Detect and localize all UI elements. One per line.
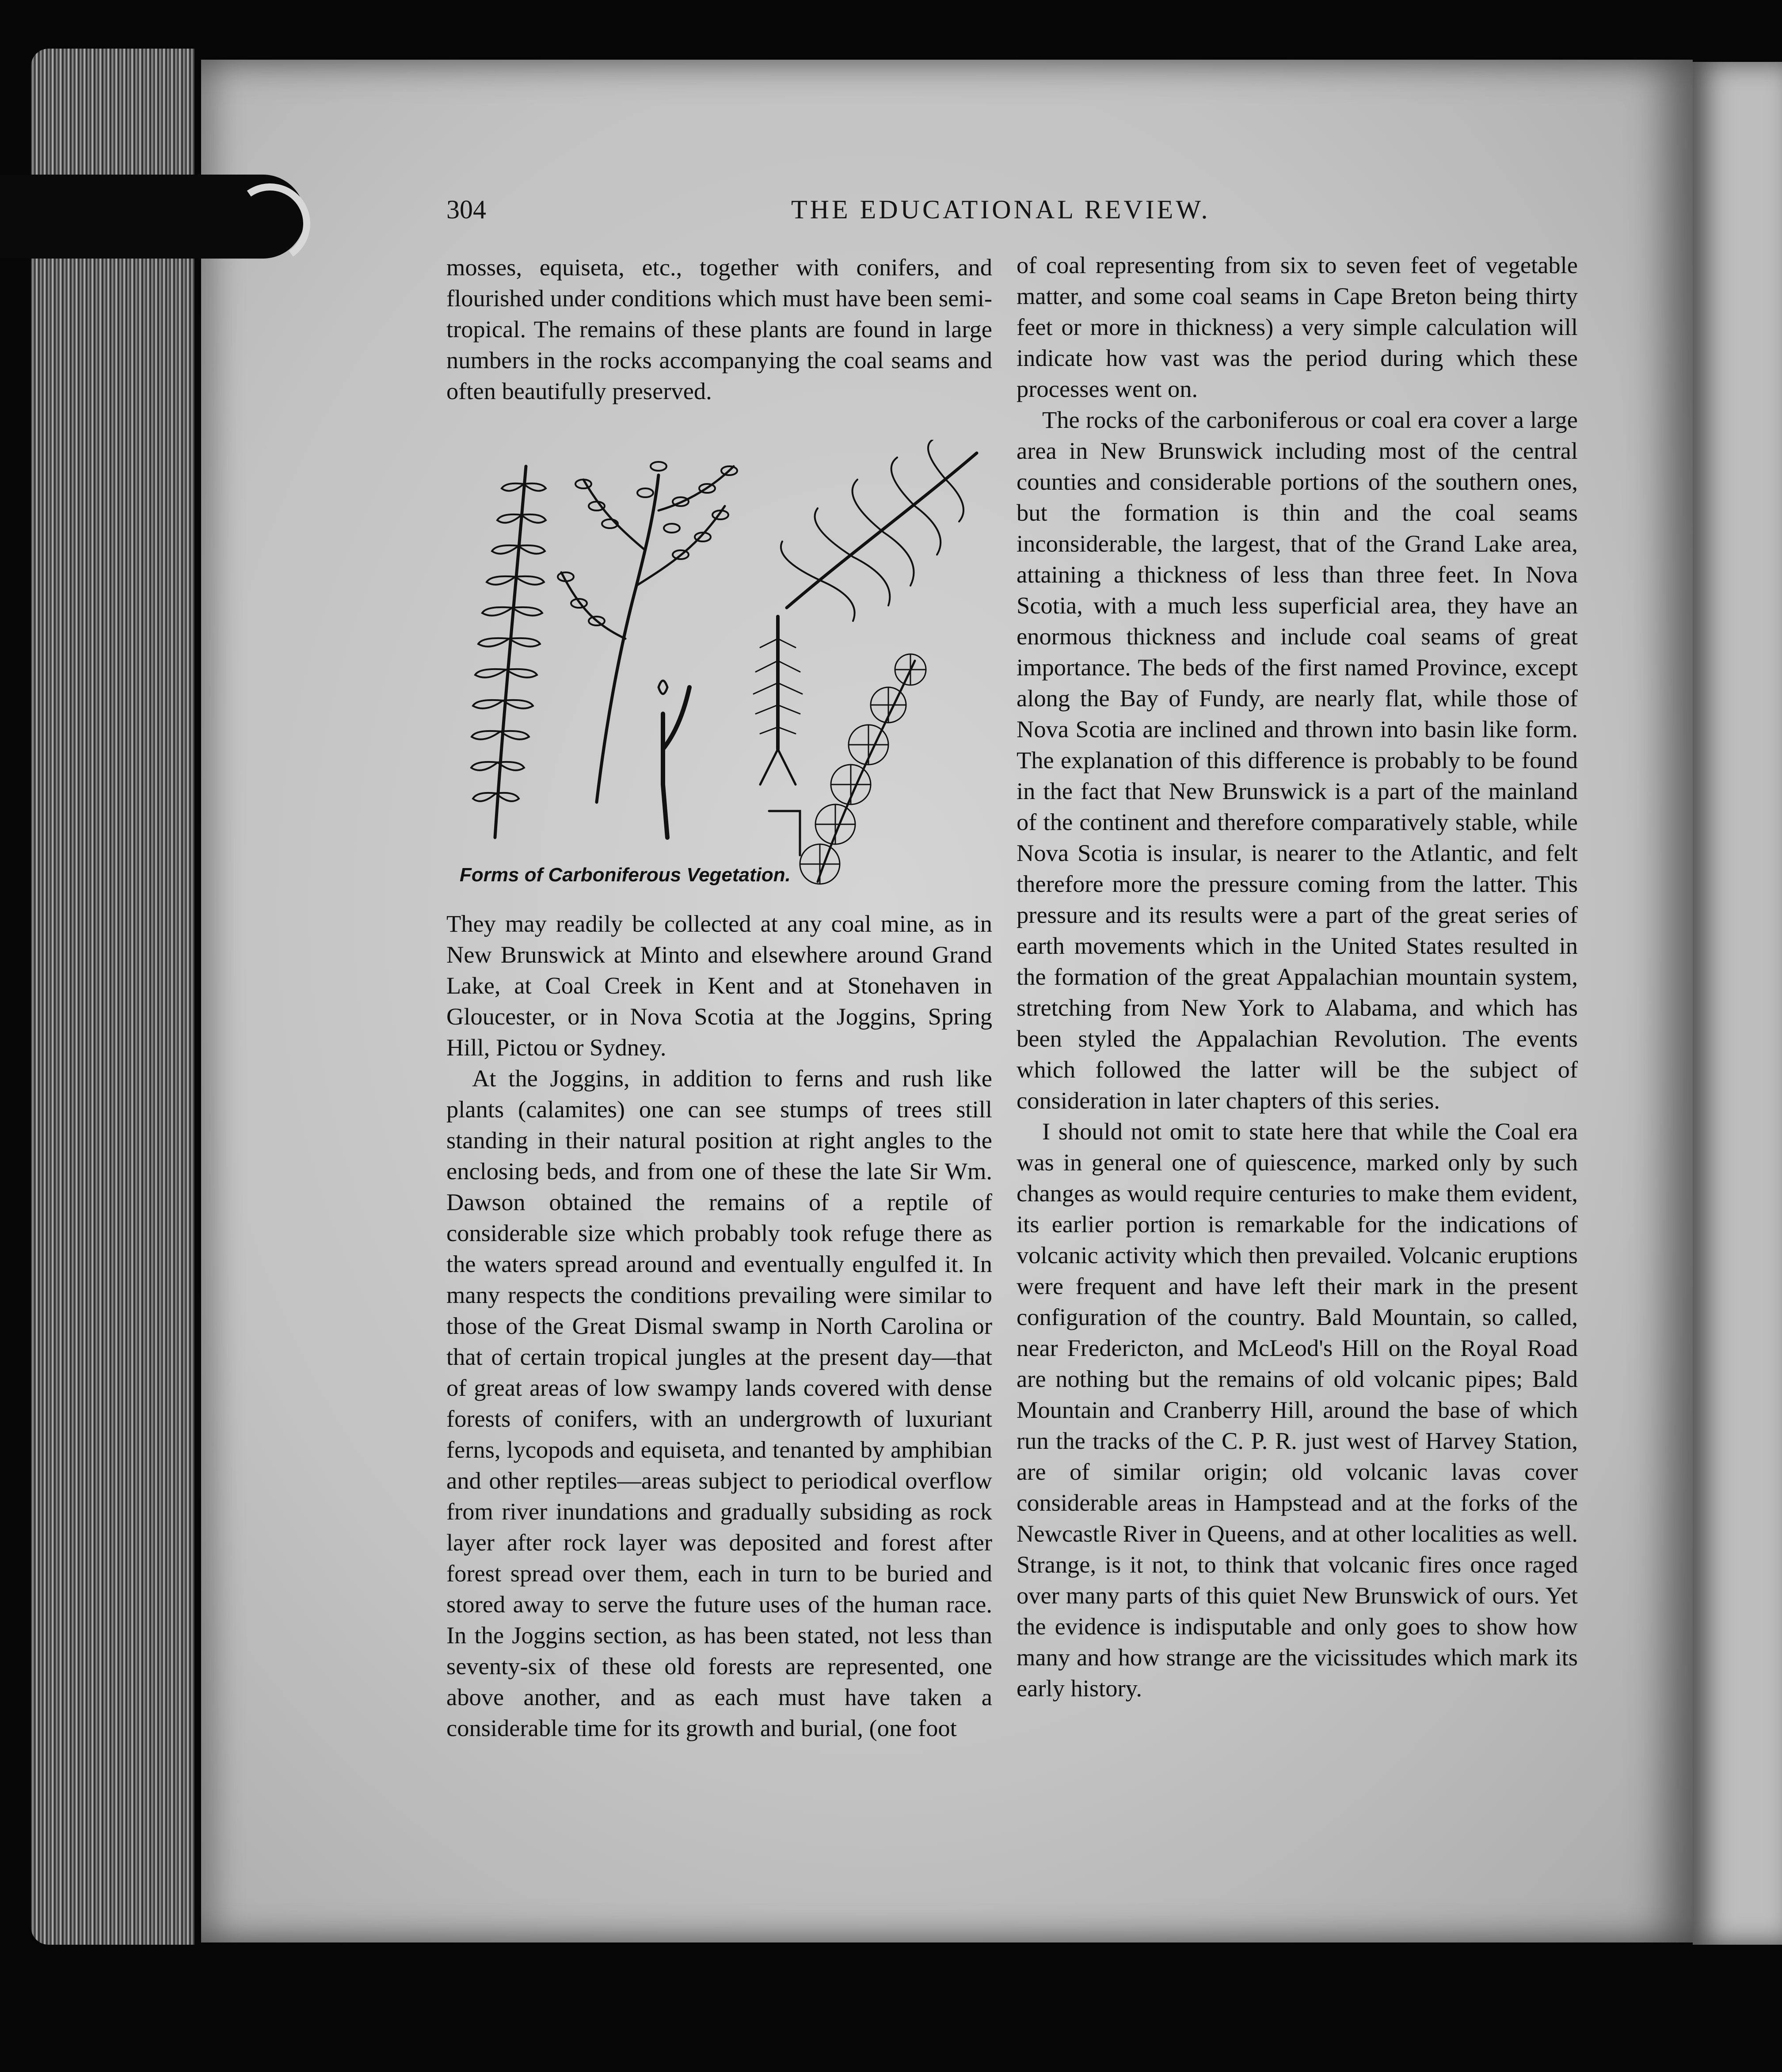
figure-caption: Forms of Carboniferous Vegetation. bbox=[460, 864, 791, 886]
paragraph: At the Joggins, in addition to ferns and rush like plants (calamites) one can see stumps of trees still standing in their natural position at right angles to the enclosing beds, and from one of these the late Sir Wm. Dawson obtained the remains of a reptile of considerable size which probably took refuge there as the waters spread around and eventually engulfed it. In many respects the conditions prevailing were similar to those of the Great Dismal swamp in North Carolina or that of certain tropical jungles at the present day—that of great areas of low swampy lands covered with dense forests of conifers, with an undergrowth of luxuriant ferns, lycopods and equiseta, and tenanted by amphibian and other reptiles—areas subject to periodical overflow from river inundations and gradually subsiding as rock layer after rock layer was deposited and forest after forest spread over them, each in turn to be buried and stored away to serve the future uses of the human race. In the Joggins section, as has been stated, not less than seventy-six of these old forests are represented, one above another, and as each must have taken a considerable time for its growth and burial, (one foot bbox=[446, 1065, 992, 1741]
paragraph: They may readily be collected at any coal mine, as in New Brunswick at Minto and elsewhere around Grand Lake, at Coal Creek in Kent and at Stonehaven in Gloucester, or in Nova Scotia at the Joggins, Spring Hill, Pictou or Sydney. bbox=[446, 910, 992, 1061]
paragraph: I should not omit to state here that while the Coal era was in general one of quiescence, marked only by such changes as would require centuries to make them evident, its earlier portion is remarkable for the indications of volcanic activity which then prevailed. Volcanic eruptions were frequent and have left their mark in the present configuration of the country. Bald Mountain, so called, near Fredericton, and McLeod's Hill on the Royal Road are nothing but the remains of old volcanic pipes; Bald Mountain and Cranberry Hill, around the base of which run the tracks of the C. P. R. just west of Harvey Station, are of similar origin; old volcanic lavas cover considerable areas in Hampstead and at the forks of the Newcastle River in Queens, and at other localities as well. Strange, is it not, to think that volcanic fires once raged over many parts of this quiet New Brunswick of ours. Yet the evidence is indisputable and only goes to show how many and how strange are the vicissitudes which mark its early history. bbox=[1017, 1118, 1578, 1702]
facing-page-edge bbox=[1693, 62, 1782, 1945]
fossil-plants-illustration bbox=[451, 440, 986, 902]
paragraph: mosses, equiseta, etc., together with conifers, and flourished under conditions which must have been semi-tropical. The remains of these plants are found in large numbers in the rocks accompanying the coal seams and often beautifully preserved. bbox=[446, 254, 992, 404]
page-number: 304 bbox=[446, 195, 486, 224]
paragraph: of coal representing from six to seven feet of vegetable matter, and some coal seams in Cape Breton being thirty feet or more in thickness) a very simple calculation will indicate how vast was the period during which these processes went on. bbox=[1017, 251, 1578, 402]
running-head: THE EDUCATIONAL REVIEW. bbox=[791, 195, 1211, 224]
left-column-top bbox=[446, 252, 992, 407]
book-page-edges bbox=[31, 49, 194, 1945]
right-column bbox=[1017, 250, 1578, 1704]
left-column-bottom bbox=[446, 908, 992, 1744]
paragraph: The rocks of the carboniferous or coal era cover a large area in New Brunswick including most of the central counties and considerable portions of the southern ones, but the formation is thin and the coal seams inconsiderable, the largest, that of the Grand Lake area, attaining a thickness of less than three feet. In Nova Scotia, with a much less superficial area, they have an enormous thickness and include coal seams of great importance. The beds of the first named Province, except along the Bay of Fundy, are nearly flat, while those of Nova Scotia are inclined and thrown into basin like form. The explanation of this difference is probably to be found in the fact that New Brunswick is a part of the mainland of the continent and therefore comparatively stable, while Nova Scotia is insular, is nearer to the Atlantic, and felt therefore more the pressure coming from the latter. This pressure and its results were a part of the great series of earth movements which in the United States resulted in the formation of the great Appalachian mountain system, stretching from New York to Alabama, and which has been styled the Appalachian Revolution. The events which followed the latter will be the subject of consideration in later chapters of this series. bbox=[1017, 406, 1578, 1114]
